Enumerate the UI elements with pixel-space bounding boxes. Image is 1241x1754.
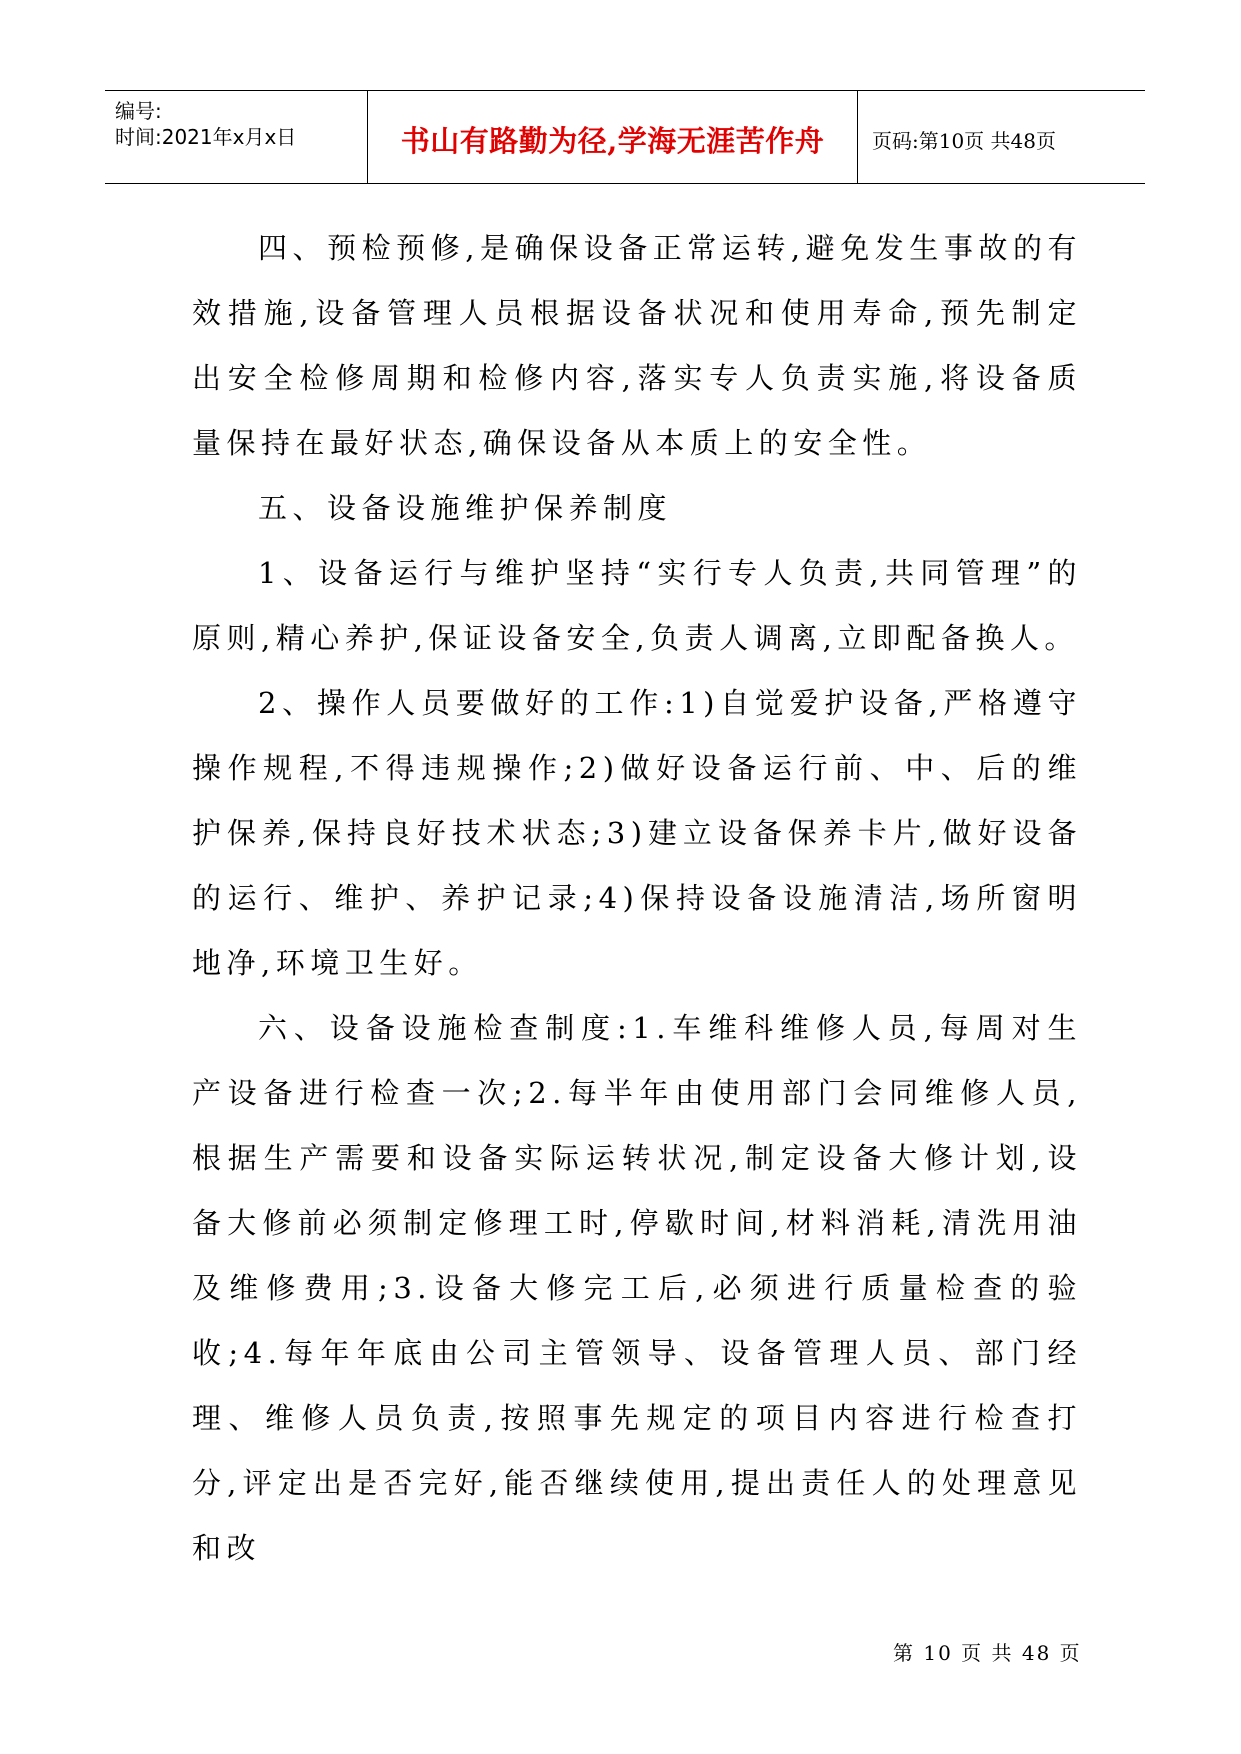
header-info-cell	[105, 91, 368, 183]
header-table	[105, 90, 1145, 184]
document-body	[192, 216, 1082, 1581]
paragraph: 2、操作人员要做好的工作:1)自觉爱护设备,严格遵守操作规程,不得违规操作;2)做好设备运行前、中、后的维护保养,保持良好技术状态;3)建立设备保养卡片,做好设备的运行、维护、养护记录;4)保持设备设施清洁,场所窗明地净,环境卫生好。	[192, 686, 1082, 980]
page-code: 页码:第10页 共48页	[872, 129, 1056, 153]
page-footer: 第 10 页 共 48 页	[893, 1641, 1082, 1665]
paragraph: 四、预检预修,是确保设备正常运转,避免发生事故的有效措施,设备管理人员根据设备状况和使用寿命,预先制定出安全检修周期和检修内容,落实专人负责实施,将设备质量保持在最好状态,确保设备从本质上的安全性。	[192, 231, 1082, 460]
paragraph: 五、设备设施维护保养制度	[258, 491, 673, 525]
header-page-cell	[858, 91, 1145, 183]
time-label: 时间:2021年x月x日	[115, 125, 297, 149]
paragraph: 1、设备运行与维护坚持“实行专人负责,共同管理”的原则,精心养护,保证设备安全,负责人调离,立即配备换人。	[192, 556, 1082, 655]
header-motto-cell	[368, 91, 858, 183]
motto: 书山有路勤为径,学海无涯苦作舟	[400, 124, 825, 158]
paragraph: 六、设备设施检查制度:1.车维科维修人员,每周对生产设备进行检查一次;2.每半年由使用部门会同维修人员,根据生产需要和设备实际运转状况,制定设备大修计划,设备大修前必须制定修理工时,停歇时间,材料消耗,清洗用油及维修费用;3.设备大修完工后,必须进行质量检查的验收;4.每年年底由公司主管领导、设备管理人员、部门经理、维修人员负责,按照事先规定的项目内容进行检查打分,评定出是否完好,能否继续使用,提出责任人的处理意见和改	[192, 1011, 1082, 1565]
serial-number-label: 编号:	[115, 99, 162, 123]
